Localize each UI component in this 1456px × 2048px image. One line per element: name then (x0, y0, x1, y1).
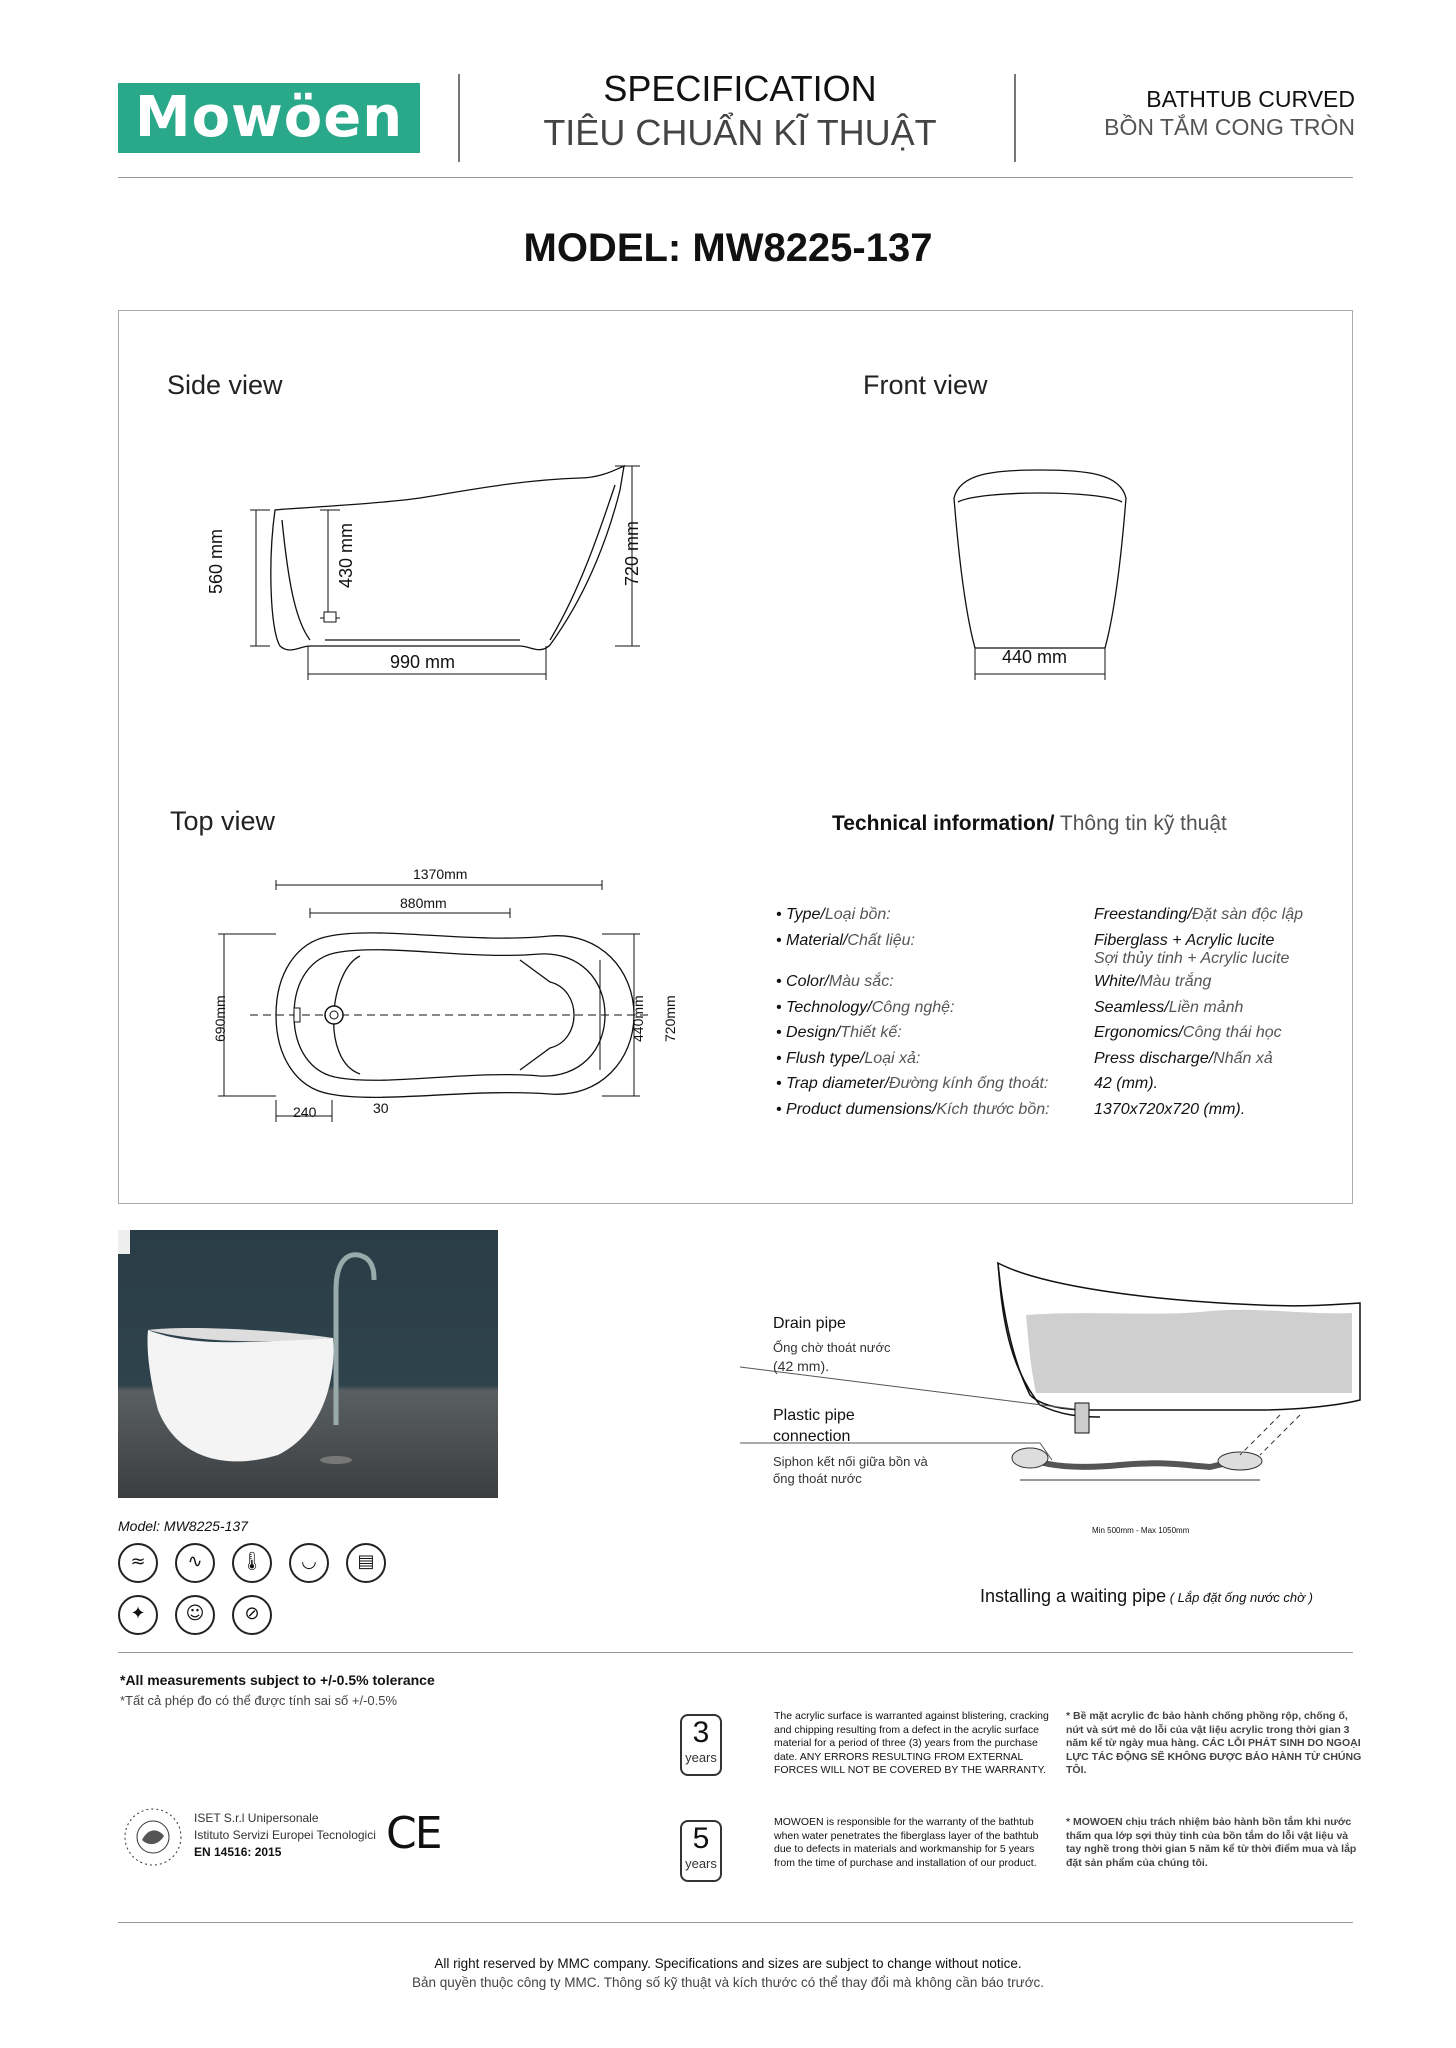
tech-value-vi-line2: Sợi thủy tinh + Acrylic lucite (1094, 950, 1290, 967)
model-title: MODEL: MW8225-137 (523, 226, 933, 270)
product-photo (118, 1230, 498, 1498)
tech-value-vi: Màu trắng (1139, 973, 1212, 990)
tech-value-vi: Công thái học (1182, 1024, 1282, 1041)
warranty-years-number: 5 (692, 1822, 710, 1855)
top-dim-880: 880mm (400, 895, 447, 911)
top-dim-690: 690mm (212, 995, 228, 1042)
technical-info-title (832, 812, 1227, 836)
tech-key (776, 1101, 1050, 1119)
massage-icon: ≈ (118, 1543, 158, 1583)
tech-value-en: Seamless/ (1094, 999, 1169, 1016)
top-dim-440: 440mm (630, 995, 646, 1042)
tech-key-en: • Type/ (776, 906, 825, 923)
no-scratch-icon: ⊘ (232, 1595, 272, 1635)
tech-value (1094, 1101, 1245, 1119)
plastic-pipe-title-2: connection (773, 1428, 851, 1445)
bathtub-photo-illustration (118, 1230, 498, 1498)
plastic-pipe-vi-1: Siphon kết nối giữa bồn và (773, 1454, 928, 1469)
tech-key (776, 1075, 1048, 1093)
header-divider-left (458, 74, 460, 162)
tech-key (776, 932, 915, 950)
tech-value-en: 42 (mm). (1094, 1075, 1158, 1092)
tech-key-vi: Loại xả: (864, 1050, 921, 1067)
plastic-pipe-vi-2: ống thoát nước (773, 1471, 862, 1486)
tech-value (1094, 1024, 1282, 1042)
tech-value (1094, 932, 1289, 968)
tech-key-vi: Kích thước bồn: (936, 1101, 1050, 1118)
ce-mark-icon: CE (386, 1808, 441, 1859)
header-divider-right (1014, 74, 1016, 162)
warranty-text-vi: * Bề mặt acrylic đc bảo hành chống phồng rộp, chống ố, nứt và sứt mẻ do lỗi của vật liệu acrylic trong thời gian 3 năm kể từ ngày mua hàng. CÁC LỖI PHÁT SINH DO NGOẠI LỰC TÁC ĐỘNG SẼ KHÔNG ĐƯỢC BẢO HÀNH TỪ CHÚNG TÔI. (1066, 1710, 1362, 1776)
tech-key-en: • Flush type/ (776, 1050, 865, 1067)
ergonomic-icon: ☺ (175, 1595, 215, 1635)
warranty-years-number: 3 (692, 1716, 710, 1749)
footer-en: All right reserved by MMC company. Specifications and sizes are subject to change without notice. (434, 1956, 1022, 1971)
top-dim-240: 240 (293, 1104, 317, 1120)
tech-key-en: • Color/ (776, 973, 829, 990)
top-dim-720: 720mm (662, 995, 678, 1042)
tech-key-en: • Design/ (776, 1024, 841, 1041)
install-caption-en: Installing a waiting pipe (980, 1586, 1167, 1606)
install-diagram (740, 1255, 1380, 1555)
cleaning-icon: ✦ (118, 1595, 158, 1635)
top-dim-30: 30 (373, 1100, 389, 1116)
front-dim-440: 440 mm (1002, 647, 1068, 667)
top-view-title: Top view (170, 806, 276, 836)
footer-vi: Bản quyền thuộc công ty MMC. Thông số kỹ thuật và kích thước có thể thay đổi mà không cần báo trước. (411, 1975, 1045, 1990)
side-dim-430: 430 mm (336, 522, 356, 588)
side-dim-560: 560 mm (206, 528, 226, 594)
tech-value-en: Fiberglass + Acrylic lucite (1094, 932, 1275, 949)
tech-key-vi: Loại bồn: (824, 906, 891, 923)
header-title-en: SPECIFICATION (603, 68, 877, 109)
tech-value-vi: Đặt sàn độc lập (1191, 906, 1304, 923)
tech-key-vi: Chất liệu: (847, 932, 915, 949)
layers-icon: ▤ (346, 1543, 386, 1583)
footer-rule (118, 1922, 1353, 1923)
cert-line-1: ISET S.r.l Unipersonale (194, 1811, 319, 1825)
plastic-pipe-title-1: Plastic pipe (773, 1407, 855, 1424)
top-dim-1370: 1370mm (413, 866, 468, 882)
header-title-vi: TIÊU CHUẨN KĨ THUẬT (543, 112, 937, 153)
tech-key-vi: Đường kính ống thoát: (888, 1075, 1049, 1092)
section-rule (118, 1652, 1353, 1653)
tech-value-vi: Nhấn xả (1213, 1050, 1273, 1067)
pipe-range-label: Min 500mm - Max 1050mm (1092, 1526, 1190, 1535)
tech-value-vi: Liền mảnh (1168, 999, 1244, 1016)
side-view-title: Side view (167, 370, 283, 400)
tech-key (776, 1024, 902, 1042)
cert-line-3: EN 14516: 2015 (194, 1845, 282, 1859)
product-category-en: BATHTUB CURVED (1146, 86, 1355, 112)
side-dim-990: 990 mm (390, 652, 456, 672)
drain-pipe-vi: Ống chờ thoát nước (773, 1340, 891, 1355)
warranty-years-unit: years (685, 1856, 717, 1871)
side-dim-720: 720 mm (622, 520, 642, 586)
tech-value-en: 1370x720x720 (mm). (1094, 1101, 1246, 1118)
tech-key-en: • Technology/ (776, 999, 872, 1016)
tech-value (1094, 973, 1211, 991)
product-category-vi: BỒN TẮM CONG TRÒN (1104, 114, 1355, 140)
warranty-text-en: MOWOEN is responsible for the warranty of the bathtub when water penetrates the fiberglass layer of the bathtub due to defects in materials and workmanship for 5 years from the time of purchase and installation of our product. (774, 1816, 1039, 1869)
front-view-title: Front view (863, 370, 988, 400)
drain-pipe-title: Drain pipe (773, 1315, 846, 1332)
tech-key (776, 906, 891, 924)
tech-key-en: • Product dumensions/ (776, 1101, 937, 1118)
install-caption-vi: ( Lắp đặt ống nước chờ ) (1166, 1590, 1313, 1605)
thermometer-icon: 🌡 (232, 1543, 272, 1583)
photo-caption: Model: MW8225-137 (118, 1518, 248, 1534)
tolerance-vi: *Tất cả phép đo có thể được tính sai số +/-0.5% (120, 1693, 398, 1708)
technical-info-title-en: Technical information/ (832, 812, 1055, 835)
warranty-text-en: The acrylic surface is warranted against blistering, cracking and chipping resulting from a defect in the acrylic surface material for a period of three (3) years from the purchase date. ANY ERRORS RESULTING FROM EXTERNAL FORCES WILL NOT BE COVERED BY THE WARRANTY. (774, 1710, 1049, 1776)
tech-value (1094, 1050, 1273, 1068)
tech-value-en: Ergonomics/ (1094, 1024, 1183, 1041)
tech-value-en: White/ (1094, 973, 1140, 990)
tech-value-en: Press discharge/ (1094, 1050, 1214, 1067)
tech-key-en: • Material/ (776, 932, 848, 949)
iset-seal-icon (122, 1806, 184, 1868)
tech-value (1094, 999, 1243, 1017)
tech-key (776, 1050, 920, 1068)
tech-key-en: • Trap diameter/ (776, 1075, 889, 1092)
warranty-years-badge (680, 1820, 722, 1882)
tech-key-vi: Thiết kế: (840, 1024, 902, 1041)
tech-key-vi: Màu sắc: (828, 973, 894, 990)
tech-value (1094, 906, 1303, 924)
tech-value-en: Freestanding/ (1094, 906, 1192, 923)
header-rule (118, 177, 1353, 178)
tech-value (1094, 1075, 1158, 1093)
flow-icon: ∿ (175, 1543, 215, 1583)
warranty-text-vi: * MOWOEN chịu trách nhiệm bảo hành bồn tắm khi nước thấm qua lớp sợi thủy tinh của bồn tắm do lỗi vật liệu và tay nghề trong thời gian 5 năm kể từ thời điểm mua và lắp đặt sản phẩm của chúng tôi. (1066, 1816, 1357, 1869)
warranty-years-badge (680, 1714, 722, 1776)
tech-key (776, 999, 954, 1017)
top-view-drawing (210, 860, 690, 1130)
tech-key (776, 973, 894, 991)
tech-key-vi: Công nghệ: (871, 999, 955, 1016)
technical-info-title-vi: Thông tin kỹ thuật (1054, 812, 1227, 835)
tolerance-en: *All measurements subject to +/-0.5% tolerance (120, 1672, 435, 1688)
brand-logo: Mowöen (118, 83, 420, 153)
bathtub-icon: ◡ (289, 1543, 329, 1583)
drain-pipe-size: (42 mm). (773, 1358, 829, 1374)
install-caption (980, 1586, 1313, 1607)
warranty-years-unit: years (685, 1750, 717, 1765)
cert-line-2: Istituto Servizi Europei Tecnologici (194, 1828, 376, 1842)
